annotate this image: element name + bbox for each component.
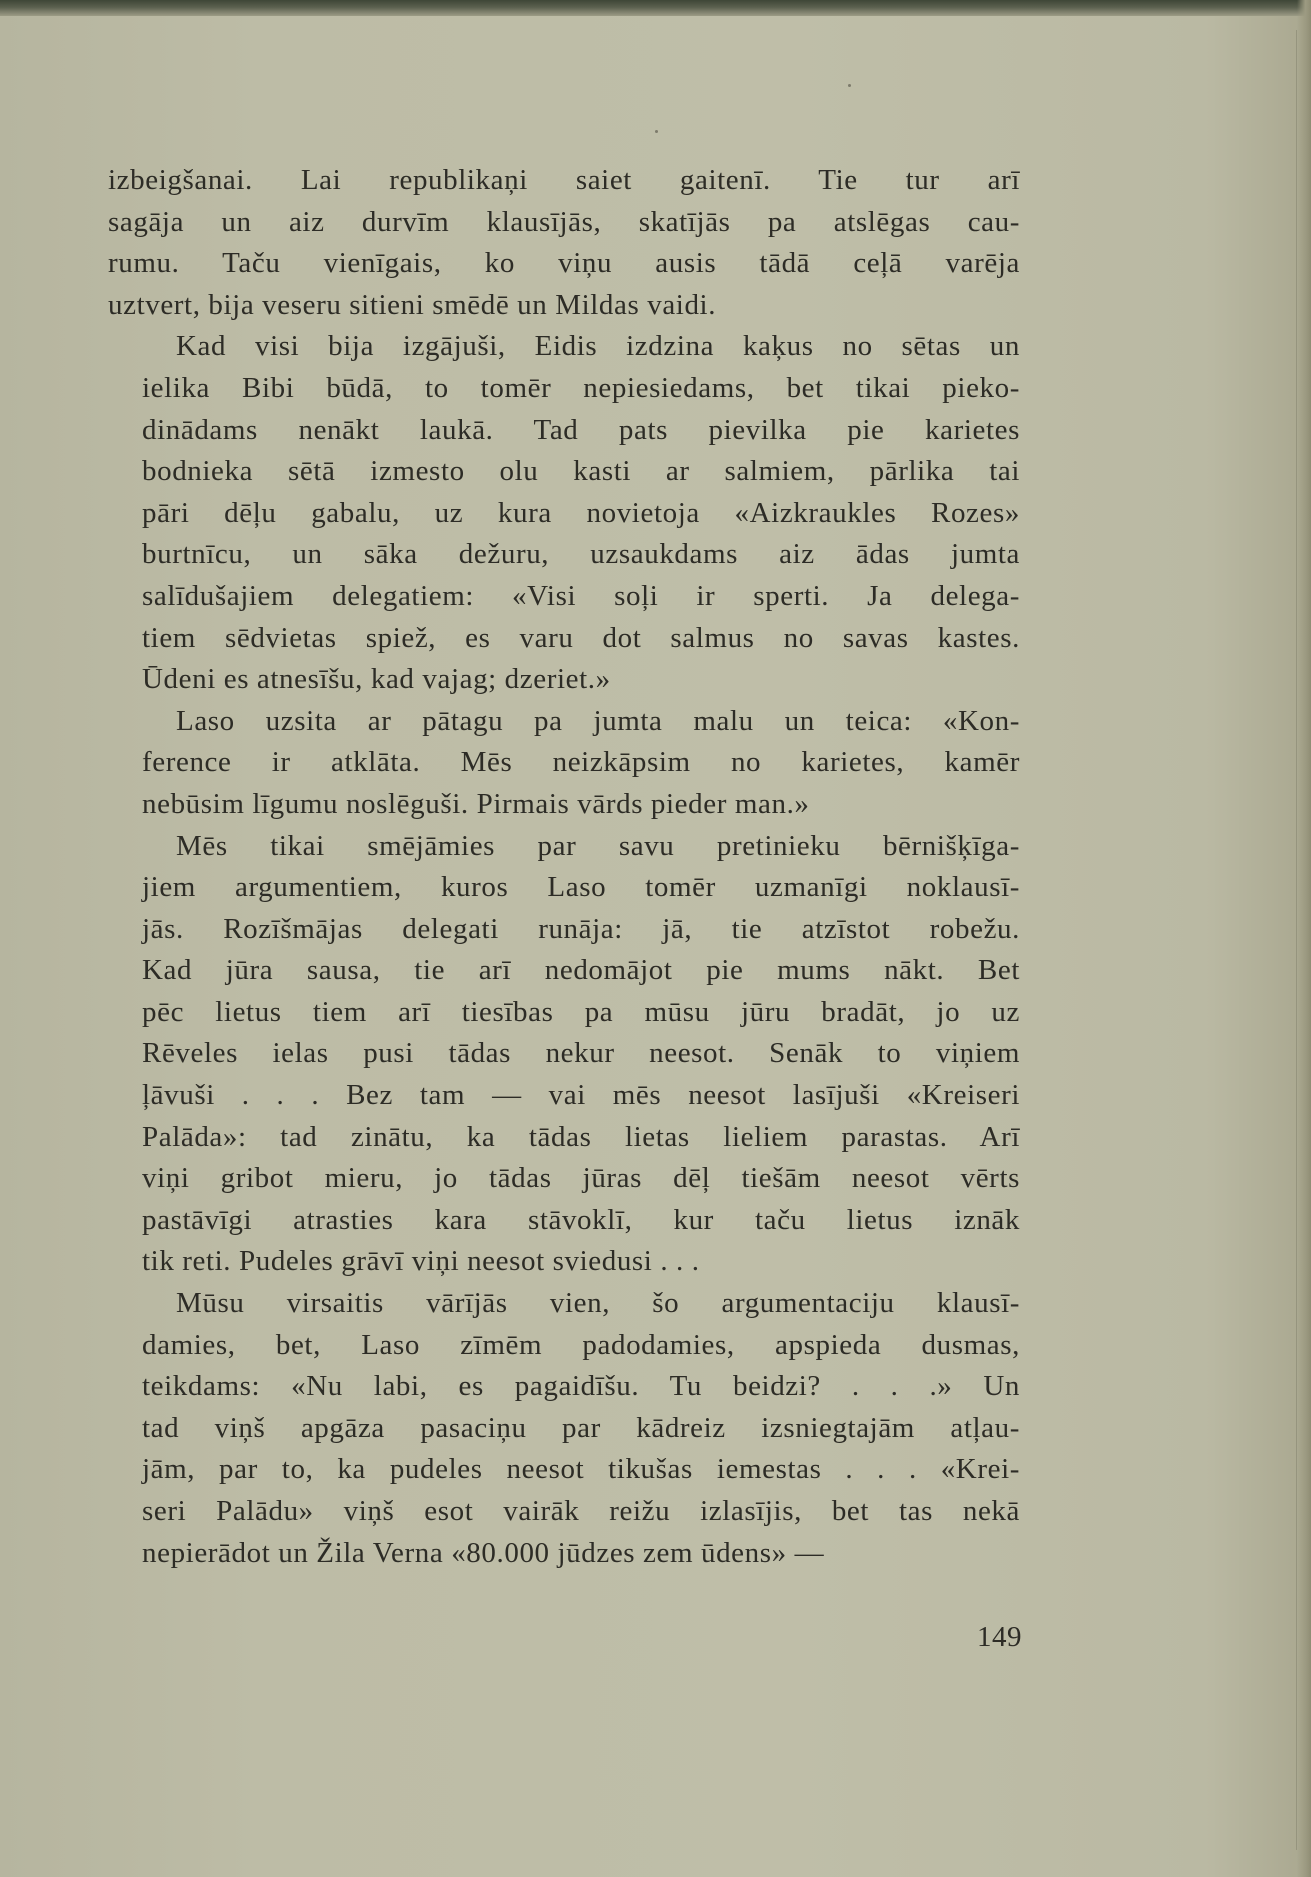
text-line: Mēs tikai smējāmies par savu pretinieku bērnišķīga-	[176, 829, 1020, 862]
text-line: damies, bet, Laso zīmēm padodamies, apspieda dusmas,	[142, 1328, 1020, 1361]
text-line: bodnieka sētā izmesto olu kasti ar salmiem, pārlika tai	[142, 455, 1020, 488]
page-top-edge	[0, 0, 1311, 16]
text-line: ielika Bibi būdā, to tomēr nepiesiedams, bet tikai pieko-	[142, 371, 1020, 404]
paragraph	[108, 826, 1020, 1284]
text-line: burtnīcu, un sāka dežuru, uzsaukdams aiz ādas jumta	[142, 538, 1020, 571]
paper-speck	[655, 130, 658, 133]
text-line: jās. Rozīšmājas delegati runāja: jā, tie atzīstot robežu.	[142, 912, 1020, 945]
text-line: uztvert, bija veseru sitieni smēdē un Mildas vaidi.	[108, 288, 717, 321]
text-line: pāri dēļu gabalu, uz kura novietoja «Aizkraukles Rozes»	[142, 496, 1020, 529]
text-line: teikdams: «Nu labi, es pagaidīšu. Tu beidzi? . . .» Un	[142, 1370, 1020, 1403]
text-line: Kad visi bija izgājuši, Eidis izdzina kaķus no sētas un	[176, 330, 1020, 363]
text-line: ference ir atklāta. Mēs neizkāpsim no karietes, kamēr	[142, 746, 1020, 779]
text-line: tik reti. Pudeles grāvī viņi neesot sviedusi . . .	[142, 1245, 700, 1278]
text-line: Kad jūra sausa, tie arī nedomājot pie mums nākt. Bet	[142, 954, 1020, 987]
text-line: tiem sēdvietas spiež, es varu dot salmus no savas kastes.	[142, 621, 1020, 654]
text-line: tad viņš apgāza pasaciņu par kādreiz izsniegtajām atļau-	[142, 1411, 1020, 1444]
text-line: Mūsu virsaitis vārījās vien, šo argumentaciju klausī-	[176, 1287, 1020, 1320]
text-line: pēc lietus tiem arī tiesības pa mūsu jūru bradāt, jo uz	[142, 995, 1020, 1028]
text-line: ļāvuši . . . Bez tam — vai mēs neesot lasījuši «Kreiseri	[142, 1079, 1020, 1112]
text-line: rumu. Taču vienīgais, ko viņu ausis tādā ceļā varēja	[108, 247, 1020, 280]
text-line: Ūdeni es atnesīšu, kad vajag; dzeriet.»	[142, 663, 611, 696]
text-line: Laso uzsita ar pātagu pa jumta malu un teica: «Kon-	[176, 704, 1020, 737]
paragraph	[108, 701, 1020, 826]
paragraph	[108, 1283, 1020, 1574]
text-line: dinādams nenākt laukā. Tad pats pievilka pie karietes	[142, 413, 1020, 446]
text-line: nebūsim līgumu noslēguši. Pirmais vārds pieder man.»	[142, 787, 810, 820]
page-right-edge	[1297, 0, 1311, 1877]
paragraph	[108, 326, 1020, 700]
text-line: pastāvīgi atrasties kara stāvoklī, kur taču lietus iznāk	[142, 1203, 1020, 1236]
text-line: seri Palādu» viņš esot vairāk reižu izlasījis, bet tas nekā	[142, 1495, 1020, 1527]
text-line: izbeigšanai. Lai republikaņi saiet gaitenī. Tie tur arī	[108, 164, 1020, 196]
text-line: salīdušajiem delegatiem: «Visi soļi ir sperti. Ja delega-	[142, 579, 1020, 612]
text-line: viņi gribot mieru, jo tādas jūras dēļ tiešām neesot vērts	[142, 1162, 1020, 1195]
page-number: 149	[977, 1621, 1022, 1653]
paragraph	[108, 160, 1020, 326]
page-fold-line	[1296, 30, 1297, 1850]
text-line: nepierādot un Žila Verna «80.000 jūdzes zem ūdens» —	[142, 1536, 825, 1569]
text-line: sagāja un aiz durvīm klausījās, skatījās pa atslēgas cau-	[108, 205, 1020, 238]
paper-speck	[848, 84, 851, 87]
text-line: jām, par to, ka pudeles neesot tikušas iemestas . . . «Krei-	[142, 1453, 1020, 1486]
text-line: jiem argumentiem, kuros Laso tomēr uzmanīgi noklausī-	[142, 871, 1020, 904]
text-line: Rēveles ielas pusi tādas nekur neesot. Senāk to viņiem	[142, 1037, 1020, 1070]
text-line: Palāda»: tad zinātu, ka tādas lietas lieliem parastas. Arī	[142, 1120, 1020, 1153]
body-text	[108, 160, 1020, 1574]
